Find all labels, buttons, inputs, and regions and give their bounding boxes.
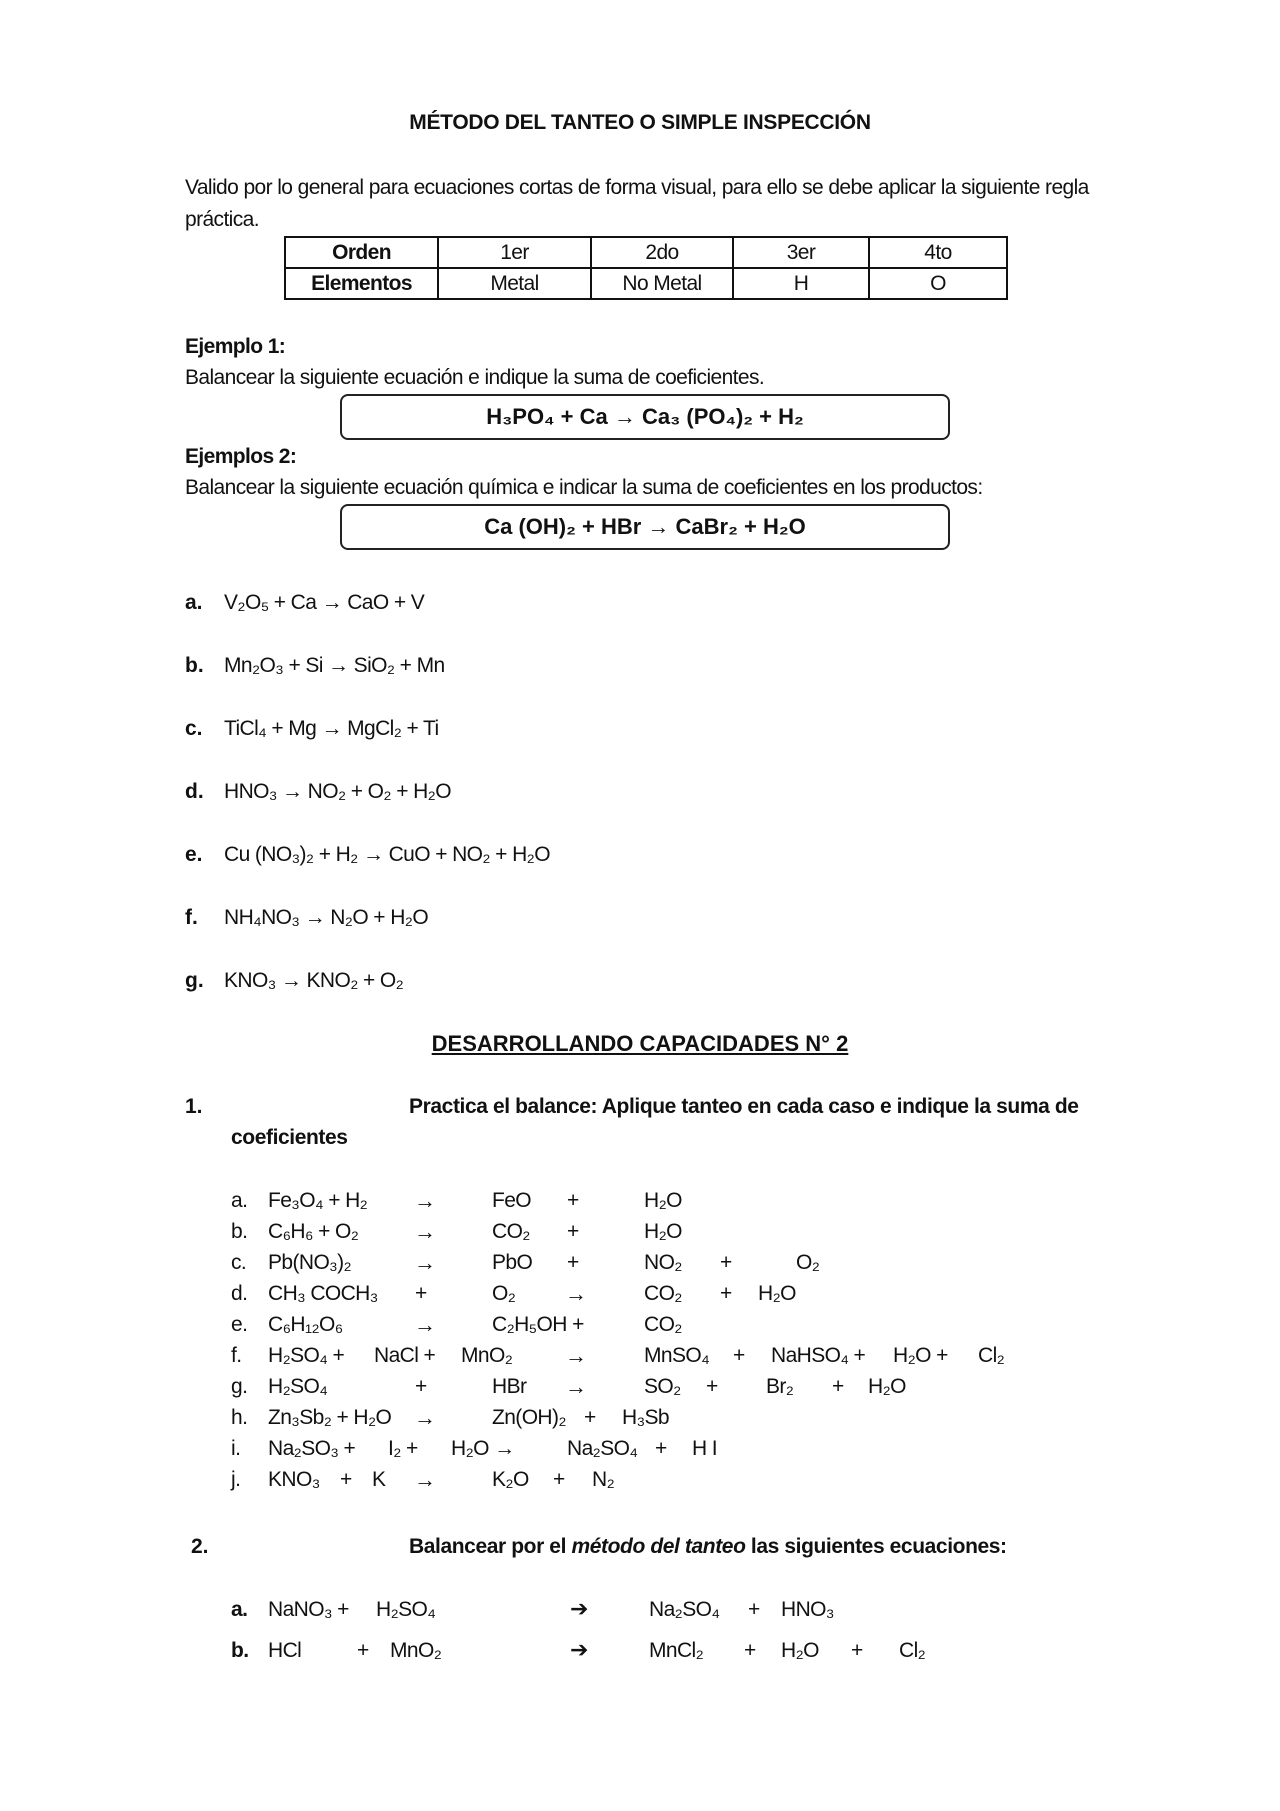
grid-cell: NaCl + — [374, 1344, 436, 1367]
intro-paragraph: Valido por lo general para ecuaciones cortas de forma visual, para ello se debe aplicar la siguiente regla práctica. — [185, 176, 1089, 231]
question-number: 2. — [191, 1535, 209, 1558]
grid-cell: CO₂ — [492, 1220, 530, 1243]
exercise-label: a. — [185, 591, 203, 614]
rule-table-cell: H — [733, 268, 869, 299]
grid-cell: Fe₃O₄ + H₂ — [268, 1189, 368, 1212]
exercise-label: e. — [185, 843, 203, 866]
grid-cell: SO₂ — [644, 1375, 681, 1398]
q2-instruction-emphasis: método del tanteo — [571, 1535, 746, 1558]
grid-cell: + — [567, 1251, 579, 1274]
grid-cell: NO₂ — [644, 1251, 682, 1274]
grid-cell: Cl₂ — [899, 1639, 926, 1662]
grid-cell: + — [340, 1468, 352, 1491]
grid-cell: + — [415, 1375, 427, 1398]
grid-cell: + — [832, 1375, 844, 1398]
grid-cell: MnO₂ — [461, 1344, 513, 1367]
rule-table-cell: 3er — [733, 237, 869, 268]
example1-text: Balancear la siguiente ecuación e indique la suma de coeficientes. — [185, 366, 765, 389]
exercise-equation: NH₄NO₃ → N₂O + H₂O — [224, 906, 429, 929]
exercise-label: c. — [185, 717, 203, 740]
grid-cell: Na₂SO₄ — [567, 1437, 638, 1460]
row-label: a. — [231, 1598, 248, 1621]
grid-cell: H₂SO₄ — [376, 1598, 436, 1621]
rule-table-cell: 1er — [438, 237, 591, 268]
arrow-cell: → — [414, 1188, 436, 1213]
grid-cell: O₂ — [796, 1251, 820, 1274]
grid-cell: CH₃ COCH₃ — [268, 1282, 378, 1305]
grid-cell: I₂ + — [388, 1437, 418, 1460]
arrow-cell: → — [414, 1467, 436, 1492]
example2-heading: Ejemplos 2: — [185, 445, 297, 468]
grid-cell: FeO — [492, 1189, 532, 1212]
exercise-equation: HNO₃ → NO₂ + O₂ + H₂O — [224, 780, 451, 803]
row-label: i. — [231, 1437, 241, 1460]
rule-table-header-elementos: Elementos — [285, 268, 438, 299]
exercise-equation: KNO₃ → KNO₂ + O₂ — [224, 969, 404, 992]
row-label: b. — [231, 1220, 248, 1243]
rule-table-header-orden: Orden — [285, 237, 438, 268]
section-title: DESARROLLANDO CAPACIDADES N° 2 — [431, 1031, 849, 1056]
rule-table-cell: Metal — [438, 268, 591, 299]
question-number: 1. — [185, 1095, 203, 1118]
row-label: b. — [231, 1639, 249, 1662]
grid-cell: Na₂SO₃ + — [268, 1437, 356, 1460]
grid-cell: H₂SO₄ — [268, 1375, 328, 1398]
q1-instruction-line1: Practica el balance: Aplique tanteo en cada caso e indique la suma de — [409, 1095, 1079, 1118]
arrow-cell: → — [565, 1343, 587, 1368]
row-label: c. — [231, 1251, 247, 1274]
grid-cell: MnCl₂ — [649, 1639, 704, 1662]
arrow-cell: → — [414, 1405, 436, 1430]
grid-cell: Cl₂ — [978, 1344, 1005, 1367]
example1-heading: Ejemplo 1: — [185, 335, 286, 358]
rule-table-cell: 4to — [869, 237, 1007, 268]
grid-cell: + — [584, 1406, 596, 1429]
example1-equation: H₃PO₄ + Ca → Ca₃ (PO₄)₂ + H₂ — [340, 394, 950, 440]
arrow-cell: → — [565, 1281, 587, 1306]
grid-cell: C₆H₆ + O₂ — [268, 1220, 359, 1243]
grid-cell: MnSO₄ — [644, 1344, 710, 1367]
rule-table-cell: 2do — [591, 237, 733, 268]
grid-cell: + — [567, 1220, 579, 1243]
example2-equation: Ca (OH)₂ + HBr → CaBr₂ + H₂O — [340, 504, 950, 550]
grid-cell: Pb(NO₃)₂ — [268, 1251, 352, 1274]
rule-table-cell: O — [869, 268, 1007, 299]
grid-cell: H₃Sb — [622, 1406, 670, 1429]
rule-table-cell: No Metal — [591, 268, 733, 299]
grid-cell: + — [720, 1251, 732, 1274]
grid-cell: H I — [692, 1437, 718, 1460]
grid-cell: + — [357, 1639, 369, 1662]
grid-cell: H₂O → — [451, 1437, 515, 1460]
grid-cell: + — [720, 1282, 732, 1305]
grid-cell: CO₂ — [644, 1313, 682, 1336]
q2-instruction-post: las siguientes ecuaciones: — [745, 1535, 1007, 1558]
grid-cell: + — [744, 1639, 756, 1662]
grid-cell: + — [567, 1189, 579, 1212]
q2-instruction-pre: Balancear por el — [409, 1535, 572, 1558]
grid-cell: O₂ — [492, 1282, 516, 1305]
grid-cell: N₂ — [592, 1468, 615, 1491]
arrow-cell: → — [565, 1374, 587, 1399]
grid-cell: + — [706, 1375, 718, 1398]
row-label: a. — [231, 1189, 248, 1212]
exercise-equation: Mn₂O₃ + Si → SiO₂ + Mn — [224, 654, 445, 677]
grid-cell: H₂O — [644, 1189, 682, 1212]
grid-cell: H₂O — [868, 1375, 906, 1398]
grid-cell: H₂O + — [893, 1344, 948, 1367]
grid-cell: + — [553, 1468, 565, 1491]
grid-cell: MnO₂ — [390, 1639, 442, 1662]
grid-cell: Na₂SO₄ — [649, 1598, 720, 1621]
grid-cell: Zn(OH)₂ — [492, 1406, 566, 1429]
q1-instruction-line2: coeficientes — [231, 1126, 348, 1149]
grid-cell: H₂SO₄ + — [268, 1344, 345, 1367]
exercise-label: d. — [185, 780, 204, 803]
q2-instruction — [409, 1535, 1007, 1559]
grid-cell: K — [372, 1468, 386, 1491]
arrow-cell: → — [414, 1250, 436, 1275]
grid-cell: KNO₃ — [268, 1468, 320, 1491]
grid-cell: HBr — [492, 1375, 527, 1398]
exercise-label: b. — [185, 654, 204, 677]
grid-cell: CO₂ — [644, 1282, 682, 1305]
example2-text: Balancear la siguiente ecuación química e indicar la suma de coeficientes en los productos: — [185, 476, 983, 499]
exercise-equation: TiCl₄ + Mg → MgCl₂ + Ti — [224, 717, 439, 740]
exercise-label: f. — [185, 906, 198, 929]
arrow-cell: ➔ — [570, 1637, 588, 1662]
grid-cell: Zn₃Sb₂ + H₂O — [268, 1406, 392, 1429]
grid-cell: H₂O — [758, 1282, 796, 1305]
row-label: j. — [231, 1468, 241, 1491]
row-label: e. — [231, 1313, 248, 1336]
exercise-equation: V₂O₅ + Ca → CaO + V — [224, 591, 425, 614]
grid-cell: PbO — [492, 1251, 533, 1274]
grid-cell: HNO₃ — [781, 1598, 834, 1621]
grid-cell: H₂O — [644, 1220, 682, 1243]
arrow-cell: ➔ — [570, 1596, 588, 1621]
grid-cell: C₆H₁₂O₆ — [268, 1313, 343, 1336]
grid-cell: NaNO₃ + — [268, 1598, 349, 1621]
grid-cell: Br₂ — [766, 1375, 794, 1398]
arrow-cell: → — [414, 1312, 436, 1337]
exercise-equation: Cu (NO₃)₂ + H₂ → CuO + NO₂ + H₂O — [224, 843, 550, 866]
row-label: h. — [231, 1406, 248, 1429]
grid-cell: C₂H₅OH + — [492, 1313, 584, 1336]
grid-cell: HCl — [268, 1639, 302, 1662]
page-title: MÉTODO DEL TANTEO O SIMPLE INSPECCIÓN — [409, 111, 871, 134]
row-label: g. — [231, 1375, 248, 1398]
arrow-cell: → — [414, 1219, 436, 1244]
grid-cell: NaHSO₄ + — [771, 1344, 866, 1367]
grid-cell: H₂O — [781, 1639, 819, 1662]
grid-cell: + — [748, 1598, 760, 1621]
grid-cell: + — [655, 1437, 667, 1460]
grid-cell: K₂O — [492, 1468, 529, 1491]
exercise-label: g. — [185, 969, 204, 992]
row-label: d. — [231, 1282, 248, 1305]
rule-table — [284, 236, 1008, 300]
grid-cell: + — [851, 1639, 863, 1662]
grid-cell: + — [733, 1344, 745, 1367]
row-label: f. — [231, 1344, 242, 1367]
grid-cell: + — [415, 1282, 427, 1305]
